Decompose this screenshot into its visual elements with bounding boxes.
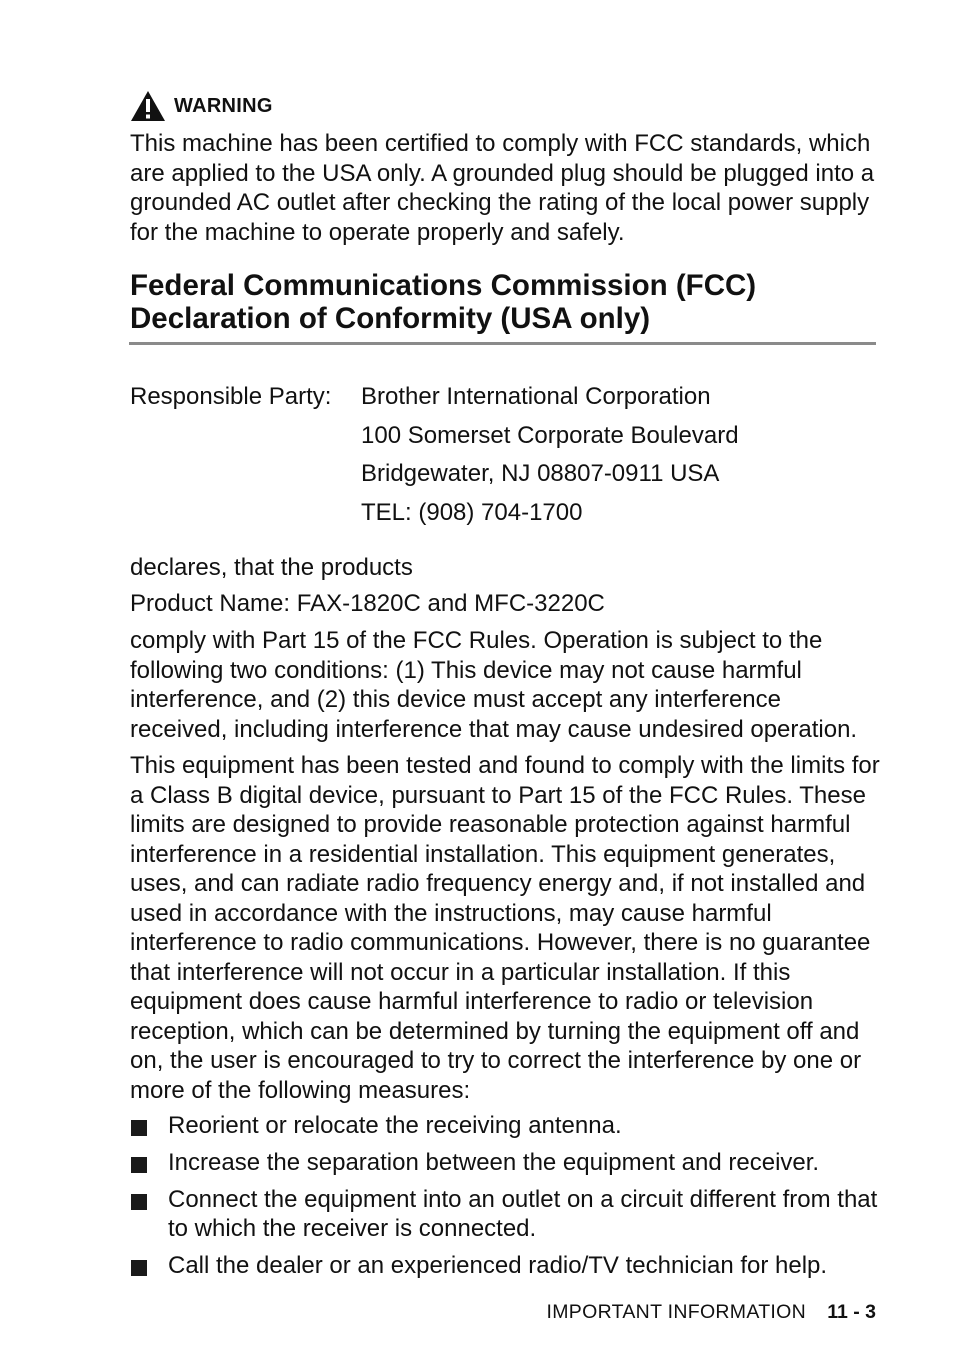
footer-page-number: 11 - 3 <box>827 1301 876 1323</box>
comply-paragraph: comply with Part 15 of the FCC Rules. Operation is subject to the following two conditions: (1) This device may not cause harmful interference, and (2) this device must accept any interference received, including interference that may cause undesired operation. <box>130 627 858 743</box>
warning-header <box>130 90 273 122</box>
responsible-party-label: Responsible Party: <box>130 383 332 410</box>
measure-item: Increase the separation between the equipment and receiver. <box>168 1149 820 1176</box>
product-name-text: Product Name: FAX-1820C and MFC-3220C <box>130 590 605 617</box>
warning-label: WARNING <box>174 94 273 117</box>
heading-rule <box>129 342 876 345</box>
footer-section-label: IMPORTANT INFORMATION <box>546 1301 806 1323</box>
party-line-street: 100 Somerset Corporate Boulevard <box>361 422 739 449</box>
warning-icon <box>130 90 166 122</box>
measure-item: Call the dealer or an experienced radio/TV technician for help. <box>168 1252 828 1279</box>
party-line-phone: TEL: (908) 704-1700 <box>361 499 583 526</box>
tested-paragraph: This equipment has been tested and found to comply with the limits for a Class B digital device, pursuant to Part 15 of the FCC Rules. These limits are designed to provide reasonable protection against harmful interference in a residential installation. This equipment generates, uses, and can radiate radio frequency energy and, if not installed and used in accordance with the instructions, may cause harmful interference to radio communications. However, there is no guarantee that interference will not occur in a particular installation. If this equipment does cause harmful interference to radio or television reception, which can be determined by turning the equipment off and on, the user is encouraged to try to correct the interference by one or more of the following measures: <box>130 752 880 1104</box>
measure-item: Connect the equipment into an outlet on a circuit different from that to which the receiver is connected. <box>168 1186 878 1242</box>
heading-line-2: Declaration of Conformity (USA only) <box>130 301 651 335</box>
warning-text: This machine has been certified to comply with FCC standards, which are applied to the USA only. A grounded plug should be plugged into a grounded AC outlet after checking the rating of the local power supply for the machine to operate properly and safely. <box>130 130 875 246</box>
bullet-icon <box>131 1157 147 1173</box>
heading-line-1: Federal Communications Commission (FCC) <box>130 269 757 302</box>
section-heading <box>130 270 876 335</box>
measure-item: Reorient or relocate the receiving antenna. <box>168 1112 622 1139</box>
party-line-city: Bridgewater, NJ 08807-0911 USA <box>361 460 720 487</box>
bullet-icon <box>131 1120 147 1136</box>
bullet-icon <box>131 1194 147 1210</box>
declares-text: declares, that the products <box>130 554 413 581</box>
bullet-icon <box>131 1260 147 1276</box>
party-line-company: Brother International Corporation <box>361 383 711 410</box>
